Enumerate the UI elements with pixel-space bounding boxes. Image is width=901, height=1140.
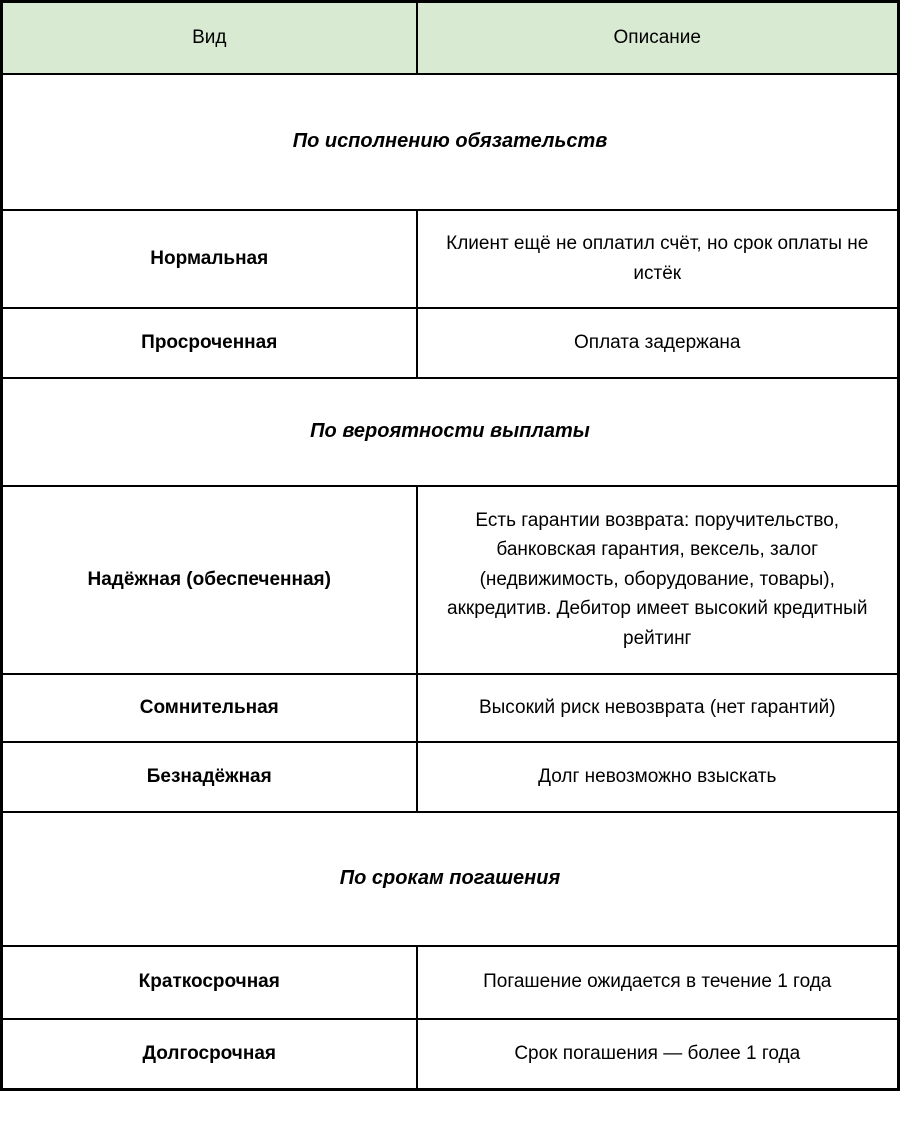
- table-row: [2, 308, 899, 378]
- kind-cell: Безнадёжная: [2, 742, 417, 812]
- description-cell: Клиент ещё не оплатил счёт, но срок оплаты не истёк: [417, 210, 899, 308]
- table-header-row: [2, 2, 899, 74]
- table-row: [2, 946, 899, 1019]
- kind-cell: Долгосрочная: [2, 1019, 417, 1090]
- section-title: По срокам погашения: [2, 812, 899, 946]
- kind-column-header: Вид: [2, 2, 417, 74]
- kind-cell: Просроченная: [2, 308, 417, 378]
- table-row: [2, 742, 899, 812]
- description-column-header: Описание: [417, 2, 899, 74]
- table-row: [2, 210, 899, 308]
- description-cell: Срок погашения — более 1 года: [417, 1019, 899, 1090]
- description-cell: Оплата задержана: [417, 308, 899, 378]
- description-cell: Высокий риск невозврата (нет гарантий): [417, 674, 899, 742]
- section-title: По исполнению обязательств: [2, 74, 899, 210]
- description-cell: Погашение ожидается в течение 1 года: [417, 946, 899, 1019]
- kind-cell: Надёжная (обеспеченная): [2, 486, 417, 674]
- table-row: [2, 1019, 899, 1090]
- description-cell: Есть гарантии возврата: поручительство, банковская гарантия, вексель, залог (недвижимость, оборудование, товары), аккредитив. Дебитор имеет высокий кредитный рейтинг: [417, 486, 899, 674]
- section-title: По вероятности выплаты: [2, 378, 899, 486]
- table-row: [2, 674, 899, 742]
- kind-cell: Сомнительная: [2, 674, 417, 742]
- description-cell: Долг невозможно взыскать: [417, 742, 899, 812]
- kind-cell: Краткосрочная: [2, 946, 417, 1019]
- section-row-repayment-terms: [2, 812, 899, 946]
- section-row-obligations: [2, 74, 899, 210]
- table-row: [2, 486, 899, 674]
- kind-cell: Нормальная: [2, 210, 417, 308]
- section-row-payment-probability: [2, 378, 899, 486]
